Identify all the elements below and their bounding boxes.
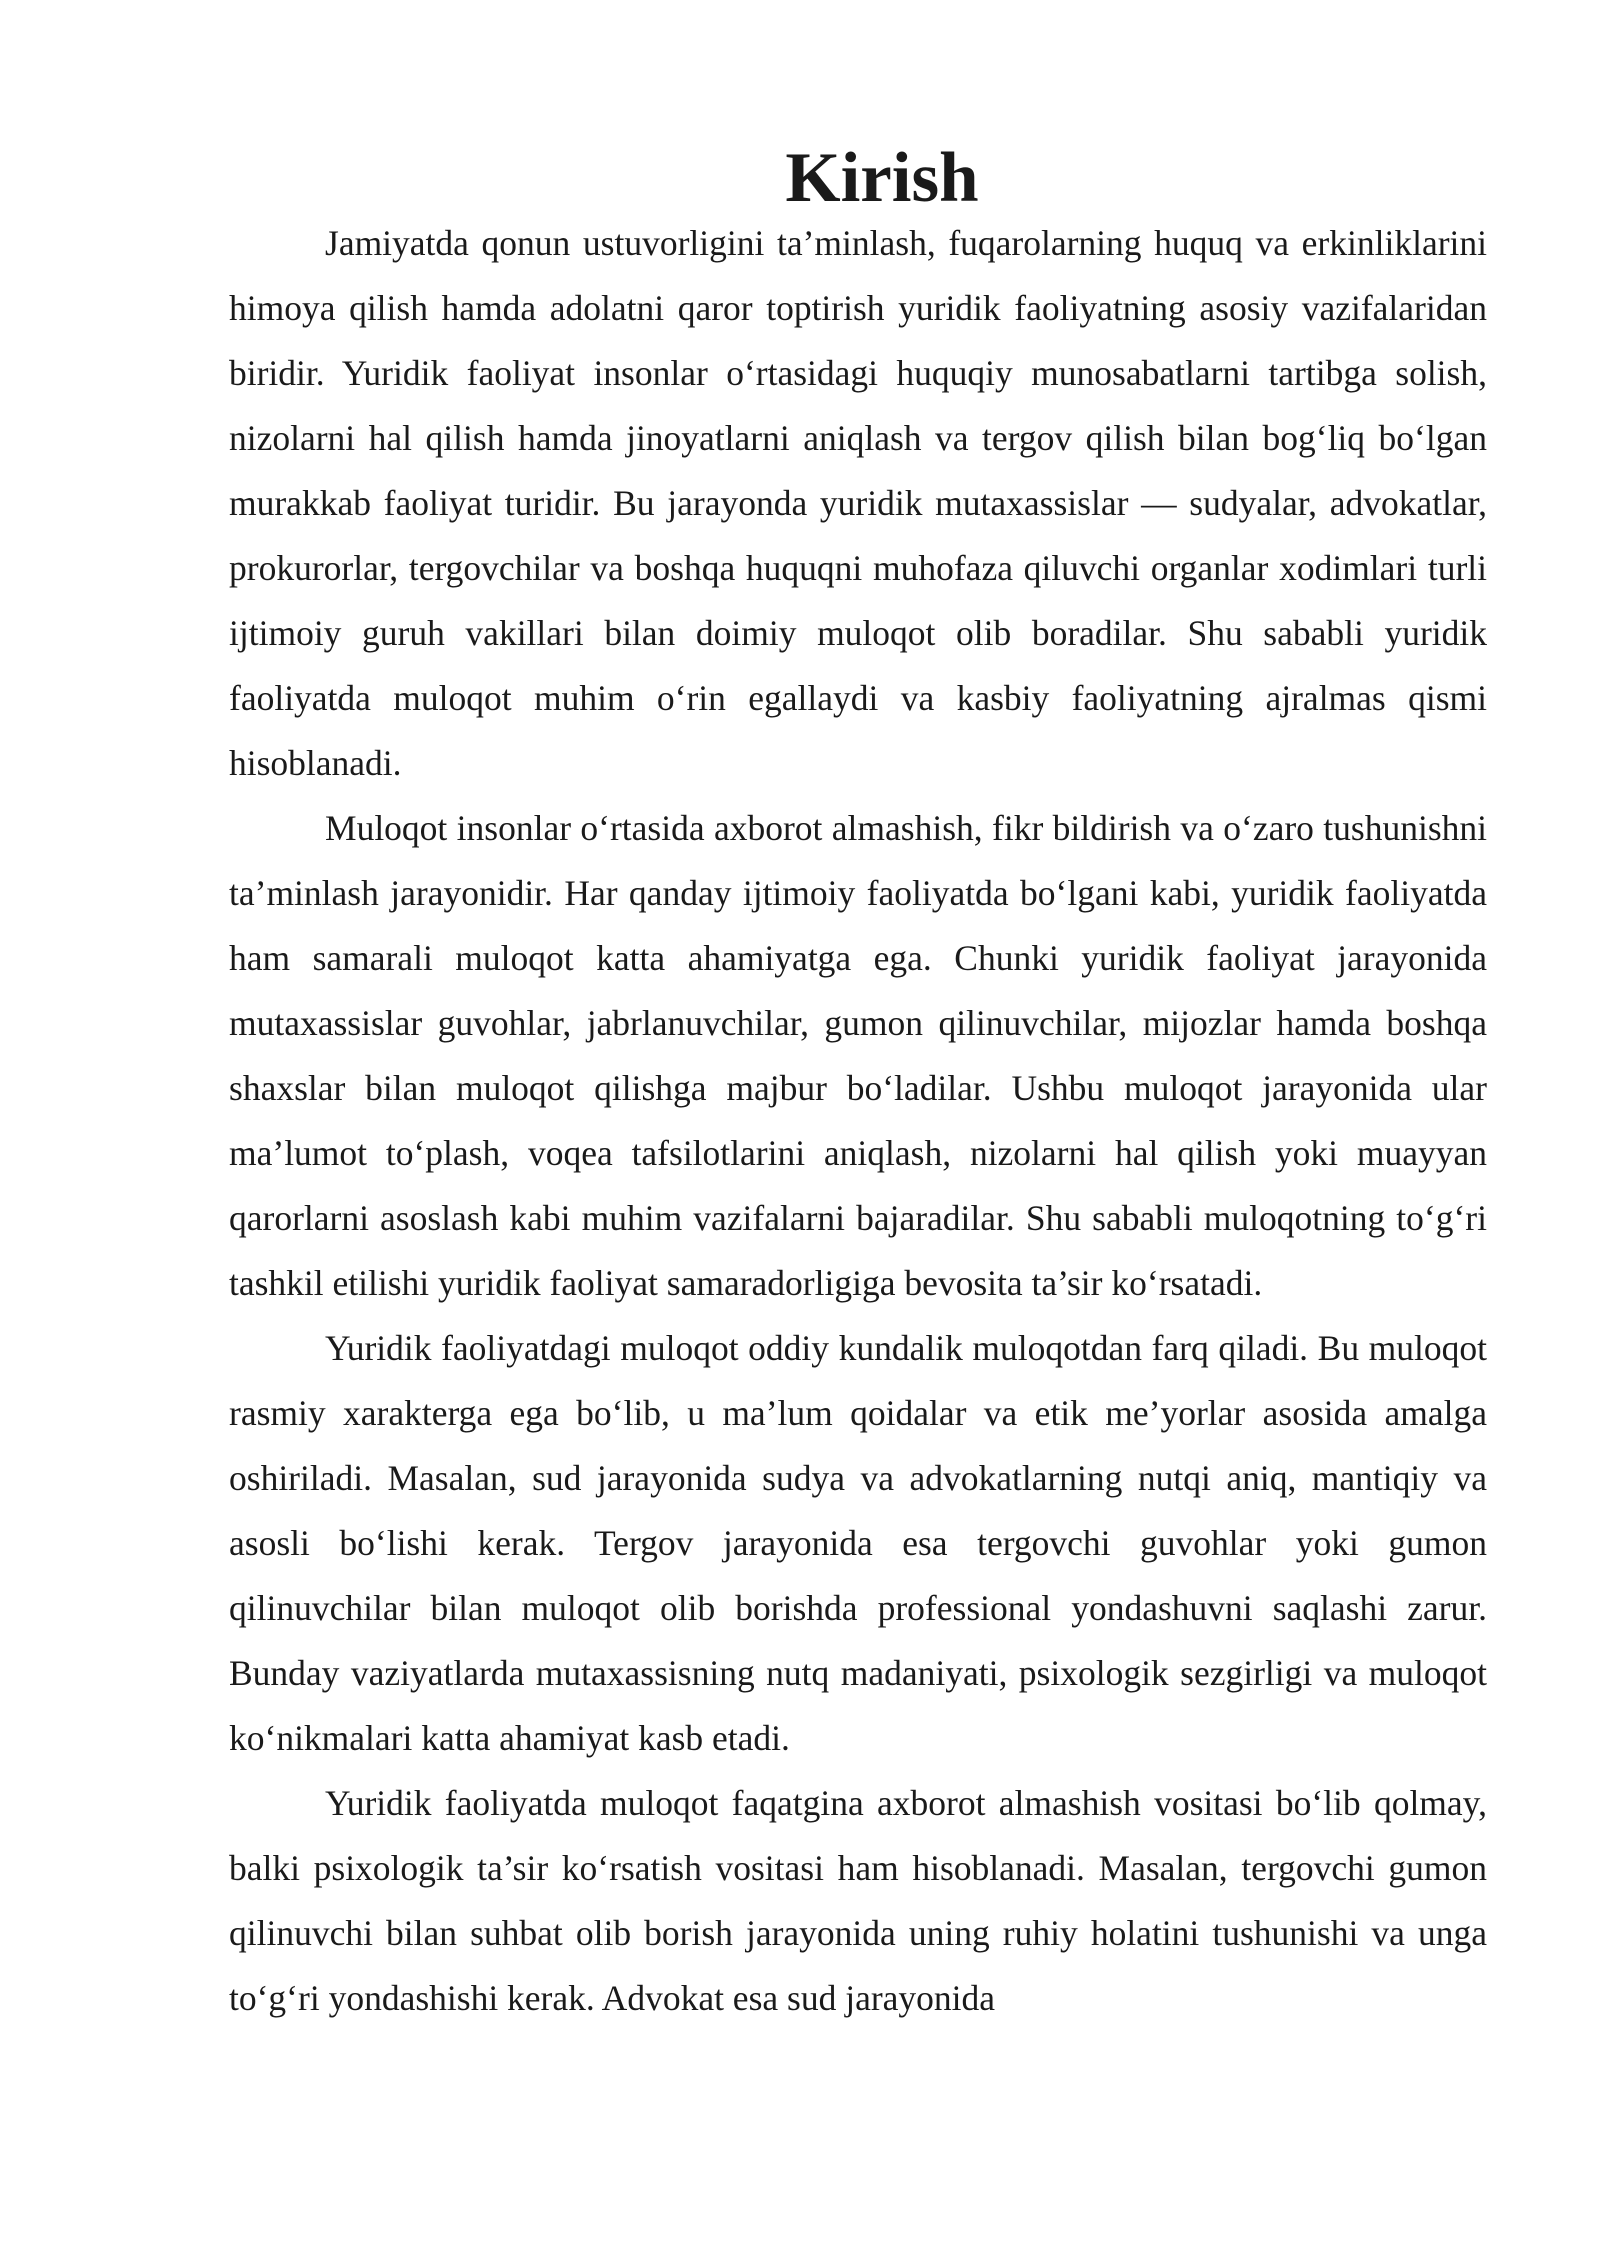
section-title: Kirish: [785, 139, 979, 217]
document-body: [229, 139, 1487, 2031]
paragraph: Yuridik faoliyatda muloqot faqatgina axborot almashish vositasi boʻlib qolmay, balki psixologik ta’sir koʻrsatish vositasi ham hisoblanadi. Masalan, tergovchi gumon qilinuvchi bilan suhbat olib borish jarayonida uning ruhiy holatini tushunishi va unga toʻgʻri yondashishi kerak. Advokat esa sud jarayonida: [229, 1783, 1487, 2018]
paragraph: Jamiyatda qonun ustuvorligini ta’minlash, fuqarolarning huquq va erkinliklarini himoya qilish hamda adolatni qaror toptirish yuridik faoliyatning asosiy vazifalaridan biridir. Yuridik faoliyat insonlar oʻrtasidagi huquqiy munosabatlarni tartibga solish, nizolarni hal qilish hamda jinoyatlarni aniqlash va tergov qilish bilan bogʻliq boʻlgan murakkab faoliyat turidir. Bu jarayonda yuridik mutaxassislar — sudyalar, advokatlar, prokurorlar, tergovchilar va boshqa huquqni muhofaza qiluvchi organlar xodimlari turli ijtimoiy guruh vakillari bilan doimiy muloqot olib boradilar. Shu sababli yuridik faoliyatda muloqot muhim oʻrin egallaydi va kasbiy faoliyatning ajralmas qismi hisoblanadi.: [229, 223, 1487, 783]
paragraph: Muloqot insonlar oʻrtasida axborot almashish, fikr bildirish va oʻzaro tushunishni ta’minlash jarayonidir. Har qanday ijtimoiy faoliyatda boʻlgani kabi, yuridik faoliyatda ham samarali muloqot katta ahamiyatga ega. Chunki yuridik faoliyat jarayonida mutaxassislar guvohlar, jabrlanuvchilar, gumon qilinuvchilar, mijozlar hamda boshqa shaxslar bilan muloqot qilishga majbur boʻladilar. Ushbu muloqot jarayonida ular ma’lumot toʻplash, voqea tafsilotlarini aniqlash, nizolarni hal qilish yoki muayyan qarorlarni asoslash kabi muhim vazifalarni bajaradilar. Shu sababli muloqotning toʻgʻri tashkil etilishi yuridik faoliyat samaradorligiga bevosita ta’sir koʻrsatadi.: [229, 808, 1487, 1303]
paragraph: Yuridik faoliyatdagi muloqot oddiy kundalik muloqotdan farq qiladi. Bu muloqot rasmiy xarakterga ega boʻlib, u ma’lum qoidalar va etik me’yorlar asosida amalga oshiriladi. Masalan, sud jarayonida sudya va advokatlarning nutqi aniq, mantiqiy va asosli boʻlishi kerak. Tergov jarayonida esa tergovchi guvohlar yoki gumon qilinuvchilar bilan muloqot olib borishda professional yondashuvni saqlashi zarur. Bunday vaziyatlarda mutaxassisning nutq madaniyati, psixologik sezgirligi va muloqot koʻnikmalari katta ahamiyat kasb etadi.: [229, 1328, 1487, 1758]
